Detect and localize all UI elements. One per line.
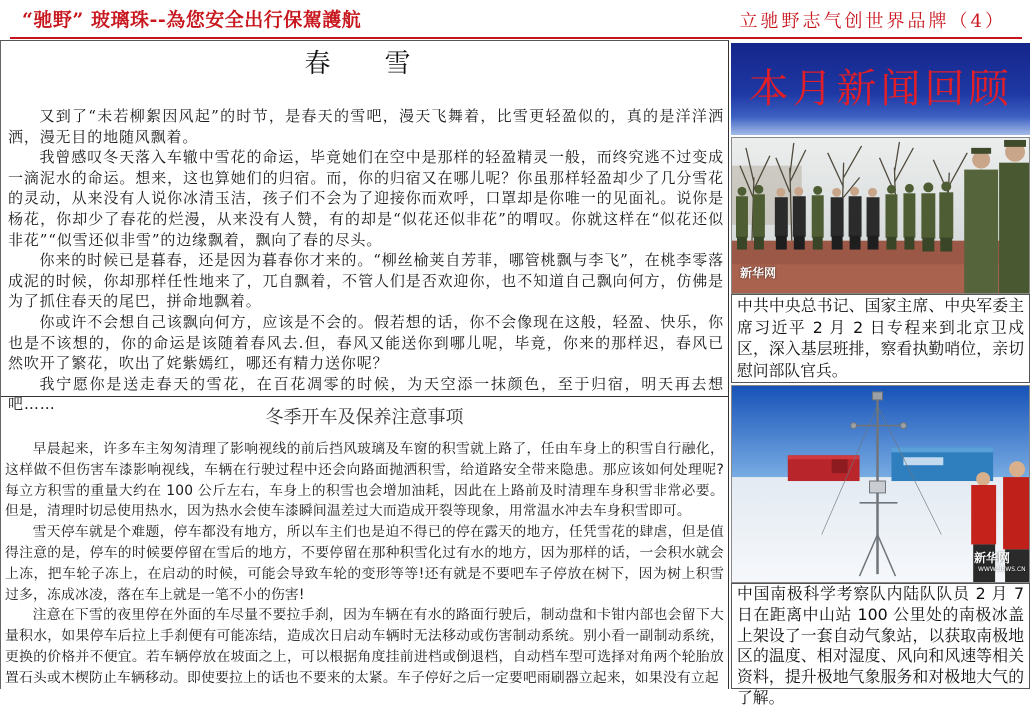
photo-image bbox=[732, 138, 1029, 293]
news-photo-military-visit bbox=[731, 137, 1030, 294]
news-photo-antarctic-weather-station bbox=[731, 385, 1030, 583]
article-winter-driving bbox=[1, 398, 728, 689]
red-container bbox=[788, 455, 860, 481]
banner-title: 本月新闻回顾 bbox=[748, 66, 1013, 112]
article-paragraph: 早晨起来，许多车主匆匆清理了影响视线的前后挡风玻璃及车窗的积雪就上路了，任由车身上的积雪自行融化，这样做不但伤害车漆影响视线，车辆在行驶过程中还会向路面抛洒积雪，给道路安全带来隐患。那应该如何处理呢?每立方积雪的重量大约在 100 公斤左右，车身上的积雪也会增加油耗，因此在上路前及时清理车身积雪非常必要。但是，清理时切忌使用热水，因为热水会使车漆瞬间温差过大而造成开裂等现象，用常温水冲去车身积雪即可。 bbox=[5, 441, 724, 520]
article-paragraph: 我曾感叹冬天落入车辙中雪花的命运，毕竟她们在空中是那样的轻盈精灵一般，而终究逃不过变成一滴泥水的命运。想来，这也算她们的归宿。而，你的归宿又在哪儿呢？你虽那样轻盈却少了几分雪花的灵动，从来没有人说你冰清玉洁，孩子们不会为了迎接你而欢呼，口罩却是你唯一的见面礼。说你是杨花，你却少了春花的烂漫，从来没有人赞，有的却是“似花还似非花”的喟叹。你就这样在“似花还似非花”“似雪还似非雪”的边缘飘着，飘向了春的尽头。 bbox=[8, 148, 724, 249]
news-caption: 中共中央总书记、国家主席、中央军委主席习近平 2 月 2 日专程来到北京卫戍区，深入基层班排，察看执勤哨位，亲切慰问部队官兵。 bbox=[731, 294, 1030, 383]
news-review-banner bbox=[731, 43, 1030, 135]
article-paragraph: 雪天停车就是个难题，停车都没有地方，所以车主们也是迫不得已的停在露天的地方，任凭雪花的肆虐，但是值得注意的是，停车的时候要停留在雪后的地方，不要停留在那种积雪化过有水的地方，因为那样的话，一会积水就会上冻，把车轮子冻上，在启动的时候，可能会导致车轮的变形等等!还有就是不要吧车子停放在树下，因为树上积雪过多，冻成冰凌，落在车上就是一笔不小的伤害! bbox=[5, 524, 724, 603]
article-title: 冬季开车及保养注意事项 bbox=[265, 407, 464, 428]
article-spring-snow bbox=[1, 41, 728, 414]
left-column bbox=[0, 40, 729, 689]
watermark-url: WWW.NEWS.CN bbox=[978, 566, 1026, 573]
watermark-logo: 新华网 bbox=[974, 551, 1011, 565]
header-section-title: 立驰野志气创世界品牌（4） bbox=[739, 11, 1006, 32]
article-body bbox=[8, 106, 724, 415]
article-paragraph: 注意在下雪的夜里停在外面的车尽量不要拉手刹，因为车辆在有水的路面行驶后，制动盘和卡钳内部也会留下大量积水，如果停车后拉上手刹便有可能冻结，造成次日启动车辆时无法移动或伤害制动系统。别小看一副制动系统，更换的价格并不便宜。若车辆停放在坡面之上，可以根据角度挂前进档或倒退档，自动档车型可选择对角两个轮胎放置石头或木楔防止车辆移动。即使要拉上的话也不要来的太紧。车子停好之后一定要吧雨刷器立起来，如果没有立起 bbox=[5, 607, 724, 686]
header-slogan: “驰野” 玻璃珠--為您安全出行保駕護航 bbox=[22, 9, 362, 31]
article-body bbox=[5, 439, 724, 689]
news-review-sidebar bbox=[731, 43, 1030, 707]
article-paragraph: 你来的时候已是暮春，还是因为暮春你才来的。“柳丝榆荚自芳菲，哪管桃飘与李飞”，在桃李零落成泥的时候，你却那样任性地来了，兀自飘着，不管人们是否欢迎你，也不知道自己飘向何方，仿佛是为了抓住春天的尾巴，拼命地飘着。 bbox=[8, 251, 724, 311]
article-title: 春 雪 bbox=[304, 49, 425, 79]
article-paragraph: 你或许不会想自己该飘向何方，应该是不会的。假若想的话，你不会像现在这般，轻盈、快乐，你也是不该想的，你的命运是该随着春风去.但，春风又能送你到哪儿呢，毕竟，你来的那样迟，春风已然吹开了繁花，吹出了姹紫嫣红，哪还有精力送你呢？ bbox=[8, 312, 724, 373]
news-caption: 中国南极科学考察队内陆队队员 2 月 7 日在距离中山站 100 公里处的南极冰盖上架设了一套自动气象站，以获取南极地区的温度、相对湿度、风向和风速等相关资料，提升极地气象服务和对极地大气的了解。 bbox=[731, 583, 1030, 689]
article-paragraph: 又到了“未若柳絮因风起”的时节，是春天的雪吧，漫天飞舞着，比雪更轻盈似的，真的是洋洋洒洒，漫无目的地随风飘着。 bbox=[8, 107, 724, 146]
watermark-logo: 新华网 bbox=[740, 266, 777, 280]
header-divider bbox=[10, 37, 1022, 39]
article-paragraph: 我宁愿你是送走春天的雪花，在百花凋零的时候，为天空添一抹颜色，至于归宿，明天再去想吧…… bbox=[8, 374, 724, 414]
